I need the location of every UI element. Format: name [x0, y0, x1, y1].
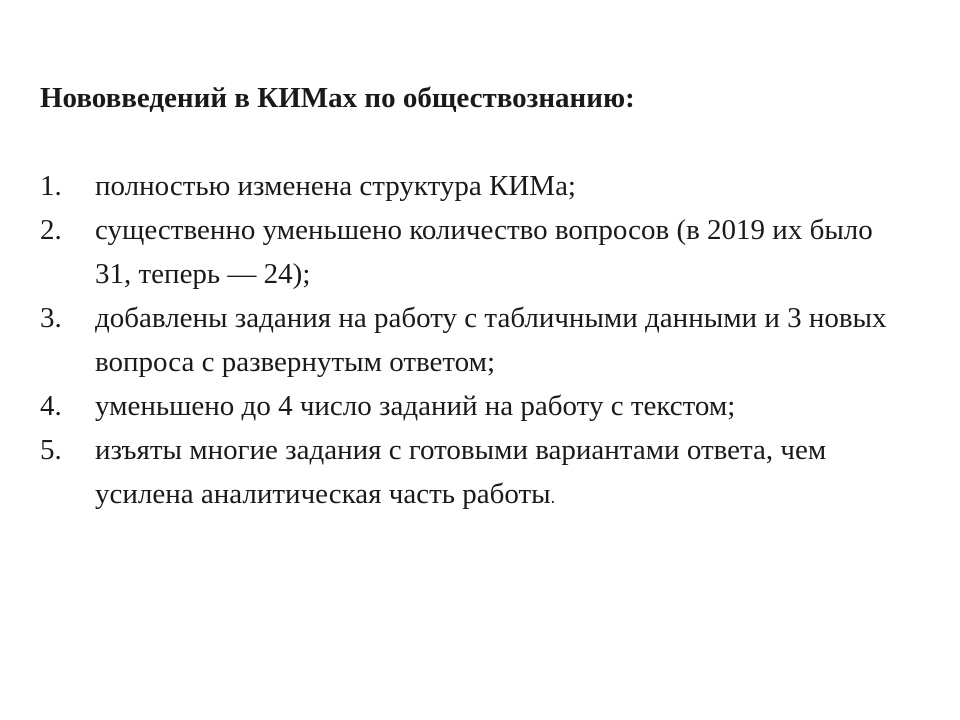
list-item — [40, 384, 900, 428]
list-item — [40, 164, 900, 208]
list-item-number: 4. — [40, 390, 62, 422]
list-item-number: 2. — [40, 214, 62, 246]
list-item-text-main: изъяты многие задания с готовыми вариантами ответа, чем усилена аналитическая часть работы — [95, 434, 827, 510]
list-item-number: 1. — [40, 170, 62, 202]
list-item-number: 3. — [40, 302, 62, 334]
list-item-text: существенно уменьшено количество вопросов (в 2019 их было 31, теперь — 24); — [95, 214, 873, 290]
list-item-text-tail: . — [550, 487, 556, 507]
list-item-text — [95, 428, 900, 519]
list-item-text: полностью изменена структура КИМа; — [95, 170, 576, 202]
list-item-text: уменьшено до 4 число заданий на работу с текстом; — [95, 390, 736, 422]
list-item-text: добавлены задания на работу с табличными данными и 3 новых вопроса с развернутым ответом; — [95, 302, 887, 378]
list-item — [40, 428, 900, 519]
slide-heading: Нововведений в КИМах по обществознанию: — [40, 82, 635, 114]
innovations-list — [40, 164, 900, 519]
list-item — [40, 208, 900, 296]
list-item-number: 5. — [40, 434, 62, 466]
list-item — [40, 296, 900, 384]
